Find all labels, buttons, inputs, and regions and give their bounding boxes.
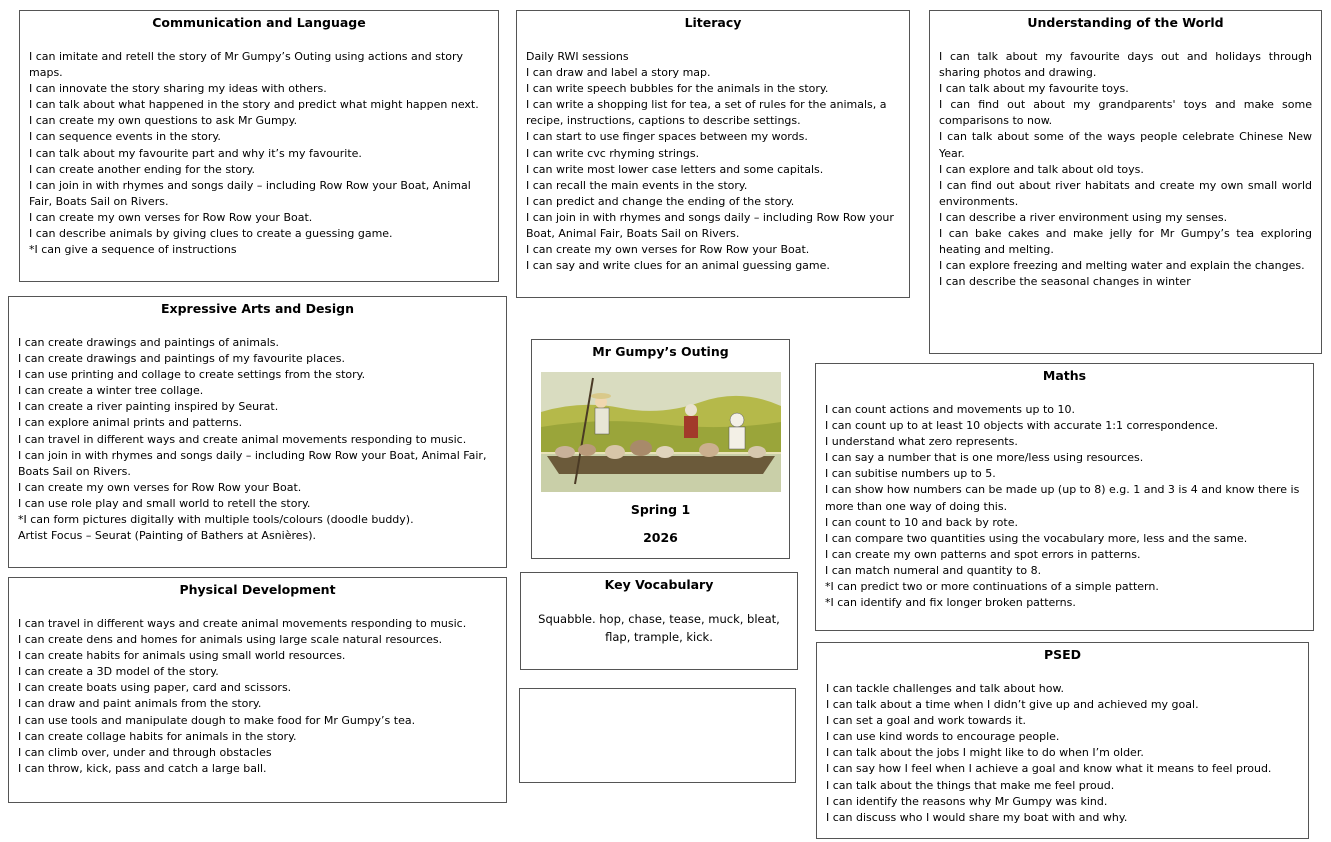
objective-item: I can create my own verses for Row Row your Boat. xyxy=(526,243,810,257)
understanding-world-panel xyxy=(929,10,1322,354)
objective-item: Artist Focus – Seurat (Painting of Bathers at Asnières). xyxy=(18,529,317,543)
objective-item: I can sequence events in the story. xyxy=(29,130,221,144)
objective-item: I can create boats using paper, card and scissors. xyxy=(18,681,292,695)
objective-item: I can travel in different ways and create animal movements responding to music. xyxy=(18,617,467,630)
physical-development-panel xyxy=(8,577,507,803)
maths-panel xyxy=(815,363,1314,631)
topic-cover-panel xyxy=(531,339,790,559)
panel-title: Key Vocabulary xyxy=(604,577,714,592)
objective-item: I can count up to at least 10 objects with accurate 1:1 correspondence. xyxy=(825,419,1219,433)
objective-item: Daily RWI sessions xyxy=(526,50,629,63)
objective-item: I can say a number that is one more/less using resources. xyxy=(825,451,1144,465)
objective-item: I can create my own patterns and spot errors in patterns. xyxy=(825,547,1141,561)
objective-item: I can explore and talk about old toys. xyxy=(939,162,1144,176)
objective-item: I can talk about my favourite toys. xyxy=(939,82,1129,96)
panel-title: Maths xyxy=(1042,368,1087,383)
objective-item: I can write cvc rhyming strings. xyxy=(526,146,700,160)
year-label: 2026 xyxy=(643,530,678,545)
objective-item: I can create a winter tree collage. xyxy=(18,384,204,398)
panel-title: Literacy xyxy=(684,15,742,30)
objective-item: I can join in with rhymes and songs daily – including Row Row your Boat, Animal Fair, Boats Sail on Rivers. xyxy=(526,210,894,241)
objective-item: I can create a river painting inspired by Seurat. xyxy=(18,400,279,414)
objective-item: I can describe the seasonal changes in winter xyxy=(939,275,1191,289)
term-label: Spring 1 xyxy=(630,502,691,517)
objective-item: I can create my own verses for Row Row your Boat. xyxy=(18,480,302,494)
objective-item: I can find out about my grandparents' toys and make some comparisons to now. xyxy=(939,98,1312,128)
objective-item: I can find out about river habitats and create my own small world environments. xyxy=(939,178,1312,208)
objective-item: *I can form pictures digitally with multiple tools/colours (doodle buddy). xyxy=(18,513,414,527)
objective-item: I can create drawings and paintings of animals. xyxy=(18,336,279,349)
story-illustration xyxy=(541,372,781,492)
objective-item: I can talk about some of the ways people celebrate Chinese New Year. xyxy=(939,130,1312,160)
objective-item: I can subitise numbers up to 5. xyxy=(825,467,996,481)
topic-title: Mr Gumpy’s Outing xyxy=(592,344,729,359)
objective-item: I can write speech bubbles for the animals in the story. xyxy=(526,82,829,96)
objective-item: I can set a goal and work towards it. xyxy=(826,714,1027,728)
objective-item: I can compare two quantities using the vocabulary more, less and the same. xyxy=(825,531,1248,545)
objective-item: I can describe a river environment using my senses. xyxy=(939,210,1228,224)
objective-item: I can explore freezing and melting water and explain the changes. xyxy=(939,259,1305,273)
objective-item: I can use tools and manipulate dough to make food for Mr Gumpy’s tea. xyxy=(18,713,416,727)
objective-item: I can create my own questions to ask Mr Gumpy. xyxy=(29,114,298,128)
objective-item: I can throw, kick, pass and catch a large ball. xyxy=(18,761,267,775)
objectives-list xyxy=(825,402,1304,611)
objective-item: I can draw and label a story map. xyxy=(526,66,711,80)
empty-panel xyxy=(519,688,796,783)
objective-item: I can use printing and collage to create settings from the story. xyxy=(18,368,366,382)
objective-item: I can discuss who I would share my boat with and why. xyxy=(826,810,1128,824)
expressive-arts-panel xyxy=(8,296,507,568)
objective-item: I can write most lower case letters and some capitals. xyxy=(526,162,824,176)
panel-title: Communication and Language xyxy=(152,15,366,30)
objective-item: I can climb over, under and through obstacles xyxy=(18,745,272,759)
objectives-list xyxy=(29,49,489,258)
objective-item: I can innovate the story sharing my ideas with others. xyxy=(29,82,327,96)
objective-item: I can draw and paint animals from the story. xyxy=(18,697,262,711)
objective-item: I can create a 3D model of the story. xyxy=(18,665,219,679)
key-vocabulary-panel xyxy=(520,572,798,670)
objective-item: I understand what zero represents. xyxy=(825,435,1018,449)
literacy-panel xyxy=(516,10,910,298)
objective-item: I can create my own verses for Row Row your Boat. xyxy=(29,210,313,224)
objective-item: I can explore animal prints and patterns. xyxy=(18,416,243,430)
objective-item: I can join in with rhymes and songs daily – including Row Row your Boat, Animal Fair, Boats Sail on Rivers. xyxy=(18,448,487,478)
objective-item: I can write a shopping list for tea, a set of rules for the animals, a recipe, instructions, captions to describe settings. xyxy=(526,98,887,128)
objective-item: I can create another ending for the story. xyxy=(29,162,256,176)
panel-title: PSED xyxy=(1043,647,1082,662)
objective-item: *I can identify and fix longer broken patterns. xyxy=(825,596,1076,610)
objective-item: I can talk about the jobs I might like to do when I’m older. xyxy=(826,746,1144,760)
objective-item: I can use role play and small world to retell the story. xyxy=(18,496,311,510)
objective-item: I can recall the main events in the story. xyxy=(526,178,748,192)
objective-item: I can say and write clues for an animal guessing game. xyxy=(526,259,830,273)
objective-item: I can count actions and movements up to 10. xyxy=(825,403,1076,416)
vocabulary-words: Squabble. hop, chase, tease, muck, bleat, flap, trample, kick. xyxy=(538,612,780,644)
objective-item: I can travel in different ways and create animal movements responding to music. xyxy=(18,432,467,446)
objective-item: I can talk about my favourite part and why it’s my favourite. xyxy=(29,146,362,160)
objective-item: I can talk about my favourite days out and holidays through sharing photos and drawing. xyxy=(939,50,1312,80)
objective-item: I can count to 10 and back by rote. xyxy=(825,515,1018,529)
objective-item: I can use kind words to encourage people. xyxy=(826,730,1060,744)
objective-item: I can identify the reasons why Mr Gumpy was kind. xyxy=(826,794,1108,808)
objectives-list xyxy=(18,616,497,777)
psed-panel xyxy=(816,642,1309,839)
objective-item: I can imitate and retell the story of Mr Gumpy’s Outing using actions and story maps. xyxy=(29,50,464,80)
objectives-list xyxy=(826,681,1299,826)
objective-item: I can talk about a time when I didn’t give up and achieved my goal. xyxy=(826,698,1199,712)
panel-title: Expressive Arts and Design xyxy=(161,301,354,316)
objective-item: I can talk about the things that make me feel proud. xyxy=(826,778,1115,792)
objective-item: I can show how numbers can be made up (up to 8) e.g. 1 and 3 is 4 and know there is more than one way of doing this. xyxy=(825,483,1300,513)
panel-title: Physical Development xyxy=(179,582,336,597)
objective-item: I can describe animals by giving clues to create a guessing game. xyxy=(29,227,393,241)
objective-item: I can bake cakes and make jelly for Mr Gumpy’s tea exploring heating and melting. xyxy=(939,227,1312,257)
objective-item: I can tackle challenges and talk about how. xyxy=(826,682,1064,695)
objective-item: I can match numeral and quantity to 8. xyxy=(825,563,1042,577)
objective-item: I can talk about what happened in the story and predict what might happen next. xyxy=(29,98,479,112)
objective-item: I can join in with rhymes and songs daily – including Row Row your Boat, Animal Fair, Boats Sail on Rivers. xyxy=(29,178,471,208)
communication-language-panel xyxy=(19,10,499,282)
panel-title: Understanding of the World xyxy=(1027,15,1224,30)
objectives-list xyxy=(18,335,497,544)
objectives-list xyxy=(526,49,900,274)
objective-item: I can predict and change the ending of the story. xyxy=(526,194,795,208)
objective-item: I can create collage habits for animals in the story. xyxy=(18,729,297,743)
objective-item: I can say how I feel when I achieve a goal and know what it means to feel proud. xyxy=(826,762,1272,776)
objective-item: I can start to use finger spaces between my words. xyxy=(526,130,808,144)
objective-item: *I can predict two or more continuations of a simple pattern. xyxy=(825,580,1159,594)
objective-item: I can create habits for animals using small world resources. xyxy=(18,649,346,663)
objective-item: I can create dens and homes for animals using large scale natural resources. xyxy=(18,633,443,647)
objective-item: I can create drawings and paintings of my favourite places. xyxy=(18,352,346,366)
objectives-list xyxy=(939,49,1312,290)
objective-item: *I can give a sequence of instructions xyxy=(29,243,237,257)
